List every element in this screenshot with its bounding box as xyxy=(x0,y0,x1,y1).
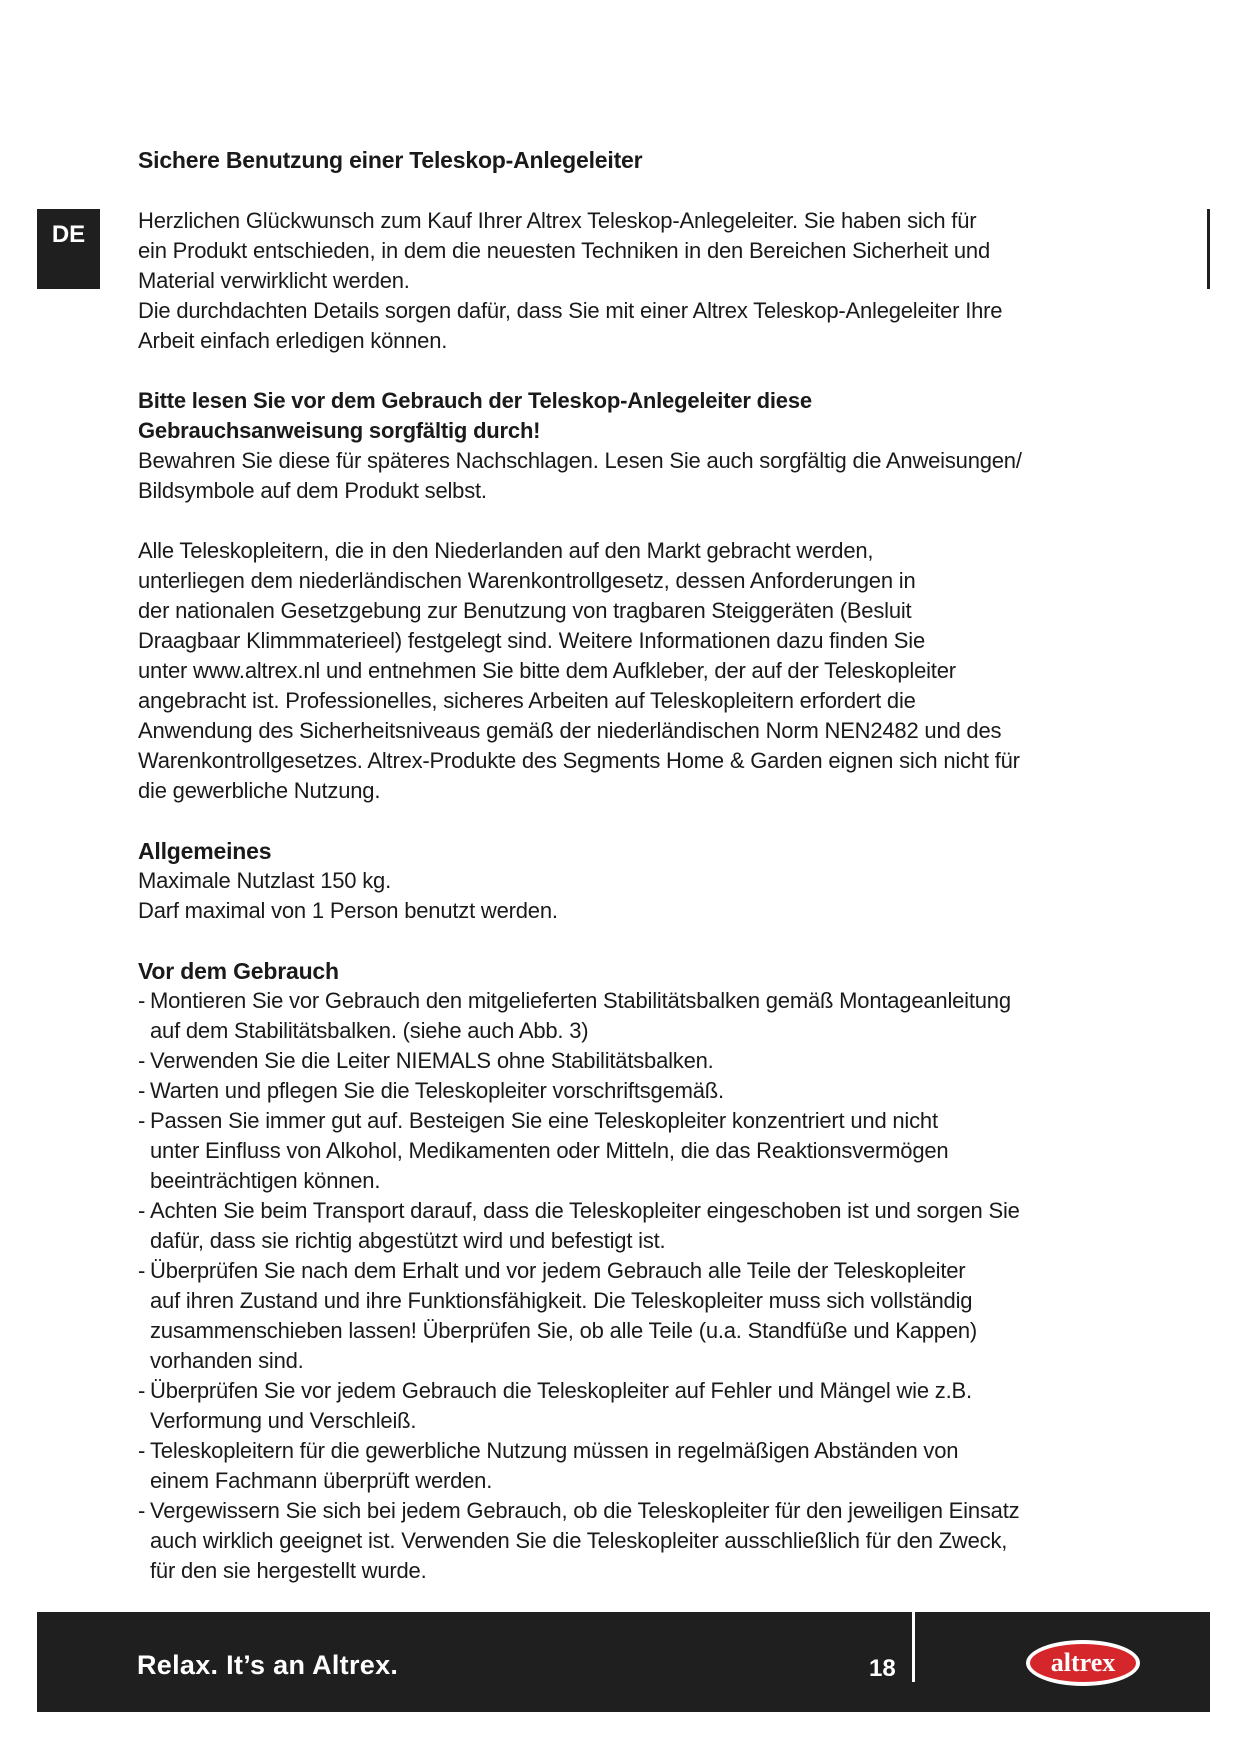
read-notice-line: Bewahren Sie diese für späteres Nachschlagen. Lesen Sie auch sorgfältig die Anweisungen/ xyxy=(138,448,1022,473)
language-tab: DE xyxy=(37,209,100,289)
altrex-logo xyxy=(1024,1638,1142,1688)
footer-slogan: Relax. It’s an Altrex. xyxy=(137,1650,399,1680)
read-notice-heading: Gebrauchsanweisung sorgfältig durch! xyxy=(138,418,541,443)
before-use-section xyxy=(138,956,1098,1586)
read-notice-line: Bildsymbole auf dem Produkt selbst. xyxy=(138,478,487,503)
general-heading: Allgemeines xyxy=(138,838,272,864)
intro-line: Die durchdachten Details sorgen dafür, dass Sie mit einer Altrex Teleskop-Anlegeleiter Ihre xyxy=(138,298,1003,323)
read-notice-heading: Bitte lesen Sie vor dem Gebrauch der Teleskop-Anlegeleiter diese xyxy=(138,388,812,413)
footer-divider xyxy=(912,1612,915,1682)
page-title: Sichere Benutzung einer Teleskop-Anlegeleiter xyxy=(138,147,643,173)
list-item: - Achten Sie beim Transport darauf, dass die Teleskopleiter eingeschoben ist und sorgen Sie dafür, dass sie richtig abgestützt wird und befestigt ist. xyxy=(138,1196,1098,1256)
intro-line: ein Produkt entschieden, in dem die neuesten Techniken in den Bereichen Sicherheit und xyxy=(138,238,990,263)
regulation-line: Warenkontrollgesetzes. Altrex-Produkte des Segments Home & Garden eignen sich nicht für xyxy=(138,748,1020,773)
regulation-line: unter www.altrex.nl und entnehmen Sie bitte dem Aufkleber, der auf der Teleskopleiter xyxy=(138,658,956,683)
list-item: - Überprüfen Sie nach dem Erhalt und vor jedem Gebrauch alle Teile der Teleskopleiter auf ihren Zustand und ihre Funktionsfähigkeit. Die Teleskopleiter muss sich vollständig zusammenschieben lassen! Überprüfen Sie, ob alle Teile (u.a. Standfüße und Kappen) vorhanden sind. xyxy=(138,1256,1098,1376)
list-item: - Passen Sie immer gut auf. Besteigen Sie eine Teleskopleiter konzentriert und nicht unter Einfluss von Alkohol, Medikamenten oder Mitteln, die das Reaktionsvermögen beeinträchtigen können. xyxy=(138,1106,1098,1196)
intro-line: Material verwirklicht werden. xyxy=(138,268,410,293)
list-item: - Warten und pflegen Sie die Teleskopleiter vorschriftsgemäß. xyxy=(138,1076,1098,1106)
regulation-line: Draagbaar Klimmmaterieel) festgelegt sind. Weitere Informationen dazu finden Sie xyxy=(138,628,926,653)
general-line: Darf maximal von 1 Person benutzt werden. xyxy=(138,898,558,923)
footer-bar xyxy=(37,1612,1210,1712)
regulation-line: der nationalen Gesetzgebung zur Benutzung von tragbaren Steiggeräten (Besluit xyxy=(138,598,912,623)
general-line: Maximale Nutzlast 150 kg. xyxy=(138,868,391,893)
before-use-list xyxy=(138,986,1098,1586)
page-content xyxy=(138,144,1098,1586)
general-section xyxy=(138,836,1098,926)
regulation-line: angebracht ist. Professionelles, sicheres Arbeiten auf Teleskopleitern erfordert die xyxy=(138,688,916,713)
regulation-line: die gewerbliche Nutzung. xyxy=(138,778,381,803)
intro-line: Herzlichen Glückwunsch zum Kauf Ihrer Altrex Teleskop-Anlegeleiter. Sie haben sich für xyxy=(138,208,977,233)
list-item: - Vergewissern Sie sich bei jedem Gebrauch, ob die Teleskopleiter für den jeweiligen Einsatz auch wirklich geeignet ist. Verwenden Sie die Teleskopleiter ausschließlich für den Zweck, für den sie hergestellt wurde. xyxy=(138,1496,1098,1586)
list-item: - Verwenden Sie die Leiter NIEMALS ohne Stabilitätsbalken. xyxy=(138,1046,1098,1076)
regulation-line: Alle Teleskopleitern, die in den Niederlanden auf den Markt gebracht werden, xyxy=(138,538,874,563)
list-item: - Montieren Sie vor Gebrauch den mitgelieferten Stabilitätsbalken gemäß Montageanleitung auf dem Stabilitätsbalken. (siehe auch Abb. 3) xyxy=(138,986,1098,1046)
margin-rule xyxy=(1207,209,1210,289)
regulation-line: Anwendung des Sicherheitsniveaus gemäß der niederländischen Norm NEN2482 und des xyxy=(138,718,1002,743)
page-number: 18 xyxy=(869,1655,896,1682)
logo-text: altrex xyxy=(1050,1648,1116,1677)
list-item: - Überprüfen Sie vor jedem Gebrauch die Teleskopleiter auf Fehler und Mängel wie z.B. Verformung und Verschleiß. xyxy=(138,1376,1098,1436)
list-item: - Teleskopleitern für die gewerbliche Nutzung müssen in regelmäßigen Abständen von einem Fachmann überprüft werden. xyxy=(138,1436,1098,1496)
intro-line: Arbeit einfach erledigen können. xyxy=(138,328,448,353)
read-notice-section xyxy=(138,386,1098,506)
intro-section xyxy=(138,206,1098,356)
before-use-heading: Vor dem Gebrauch xyxy=(138,958,339,984)
regulation-line: unterliegen dem niederländischen Warenkontrollgesetz, dessen Anforderungen in xyxy=(138,568,916,593)
regulation-section xyxy=(138,536,1098,806)
